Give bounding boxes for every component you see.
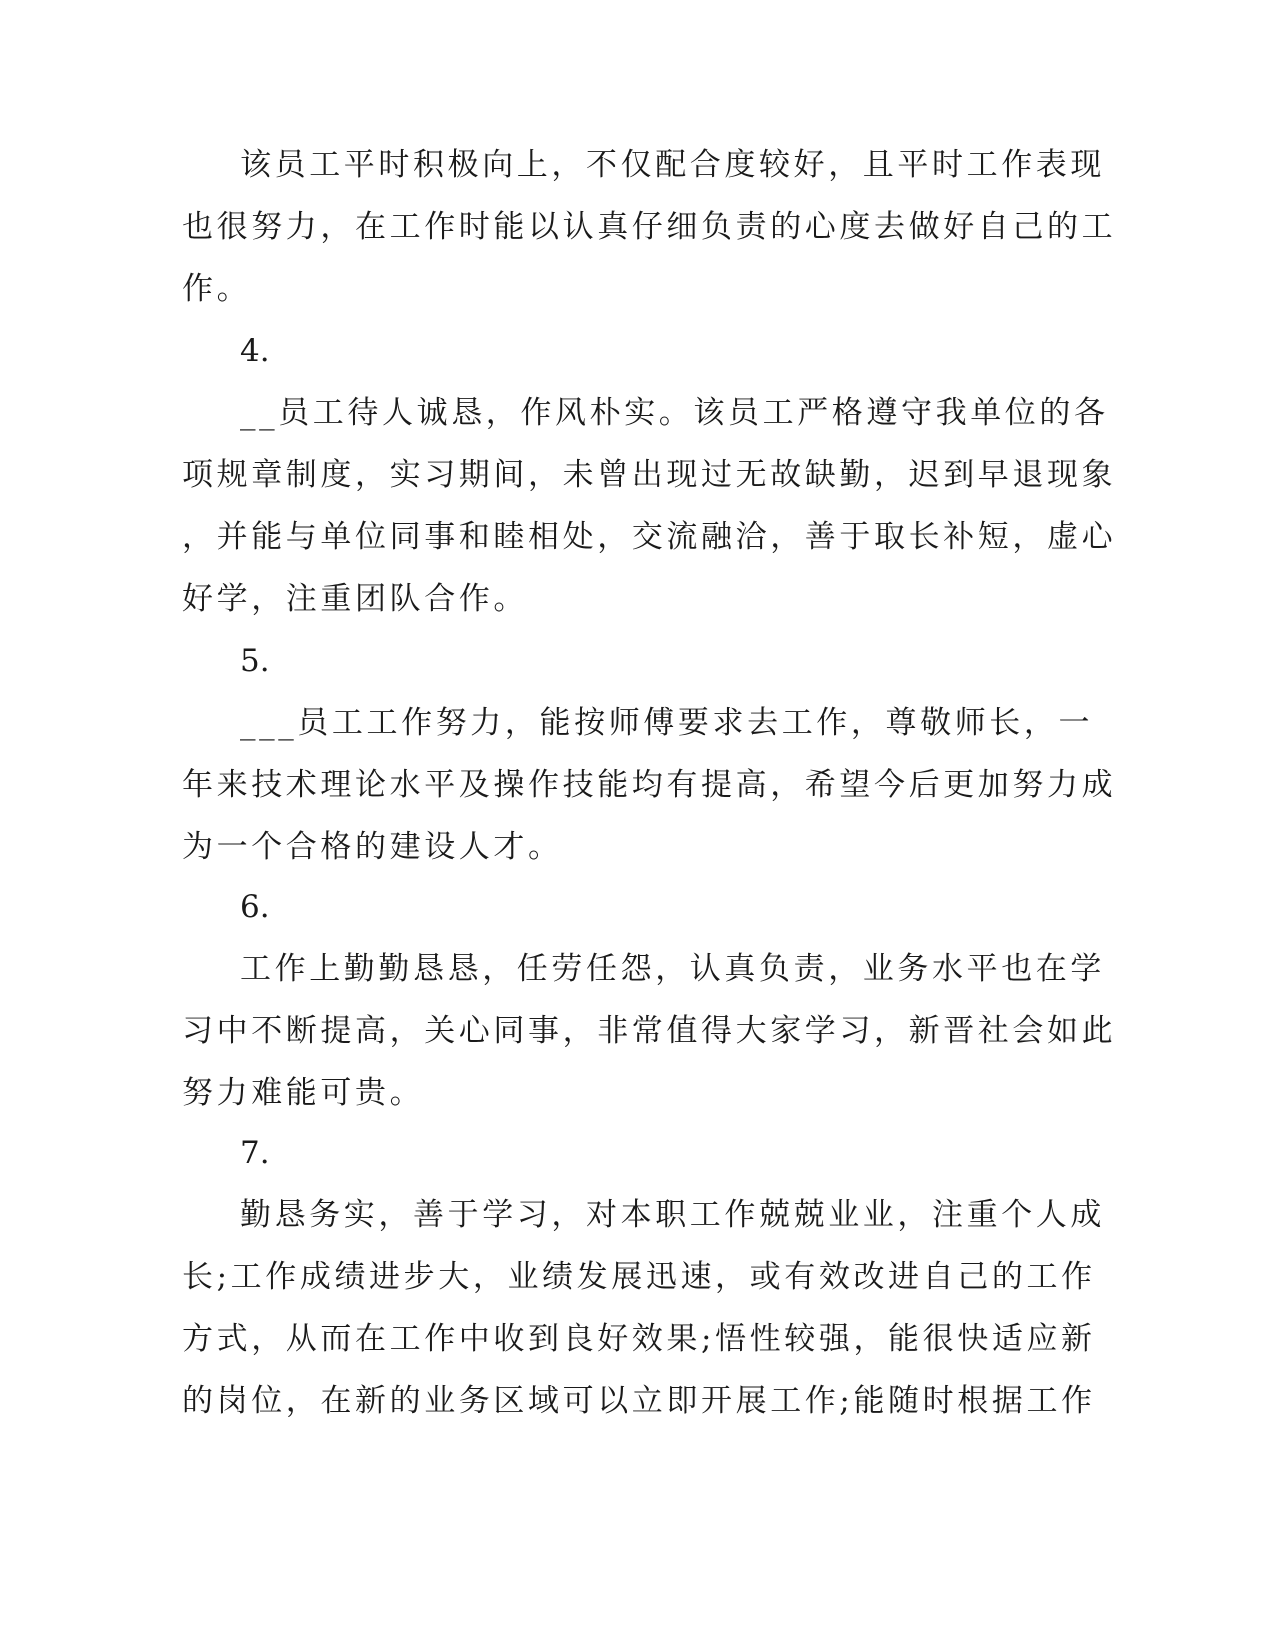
paragraph-5-line-3: 为一个合格的建设人才。 [182,829,563,865]
paragraph-4-line-2: 项规章制度，实习期间，未曾出现过无故缺勤，迟到早退现象 [182,457,1117,493]
paragraph-7-line-4: 的岗位，在新的业务区域可以立即开展工作;能随时根据工作 [182,1383,1096,1419]
paragraph-3-line-1: 该员工平时积极向上，不仅配合度较好，且平时工作表现 [240,147,1105,183]
paragraph-3-line-2: 也很努力，在工作时能以认真仔细负责的心度去做好自己的工 [182,209,1117,245]
paragraph-4-line-1: __员工待人诚恳，作风朴实。该员工严格遵守我单位的各 [240,395,1109,431]
paragraph-7-line-2: 长;工作成绩进步大，业绩发展迅速，或有效改进自己的工作 [182,1259,1096,1295]
paragraph-3-line-3: 作。 [182,271,252,307]
item-number-7: 7. [240,1135,270,1171]
paragraph-7-line-3: 方式，从而在工作中收到良好效果;悟性较强，能很快适应新 [182,1321,1096,1357]
paragraph-7-line-1: 勤恳务实，善于学习，对本职工作兢兢业业，注重个人成 [240,1197,1105,1233]
paragraph-6-line-1: 工作上勤勤恳恳，任劳任怨，认真负责，业务水平也在学 [240,951,1105,987]
item-number-4: 4. [240,333,270,369]
paragraph-4-line-3: ，并能与单位同事和睦相处，交流融洽，善于取长补短，虚心 [182,519,1117,555]
paragraph-6-line-3: 努力难能可贵。 [182,1075,425,1111]
paragraph-5-line-1: ___员工工作努力，能按师傅要求去工作，尊敬师长，一 [240,705,1094,741]
item-number-6: 6. [240,889,270,925]
paragraph-4-line-4: 好学，注重团队合作。 [182,581,528,617]
paragraph-6-line-2: 习中不断提高，关心同事，非常值得大家学习，新晋社会如此 [182,1013,1117,1049]
paragraph-5-line-2: 年来技术理论水平及操作技能均有提高，希望今后更加努力成 [182,767,1117,803]
item-number-5: 5. [240,643,270,679]
